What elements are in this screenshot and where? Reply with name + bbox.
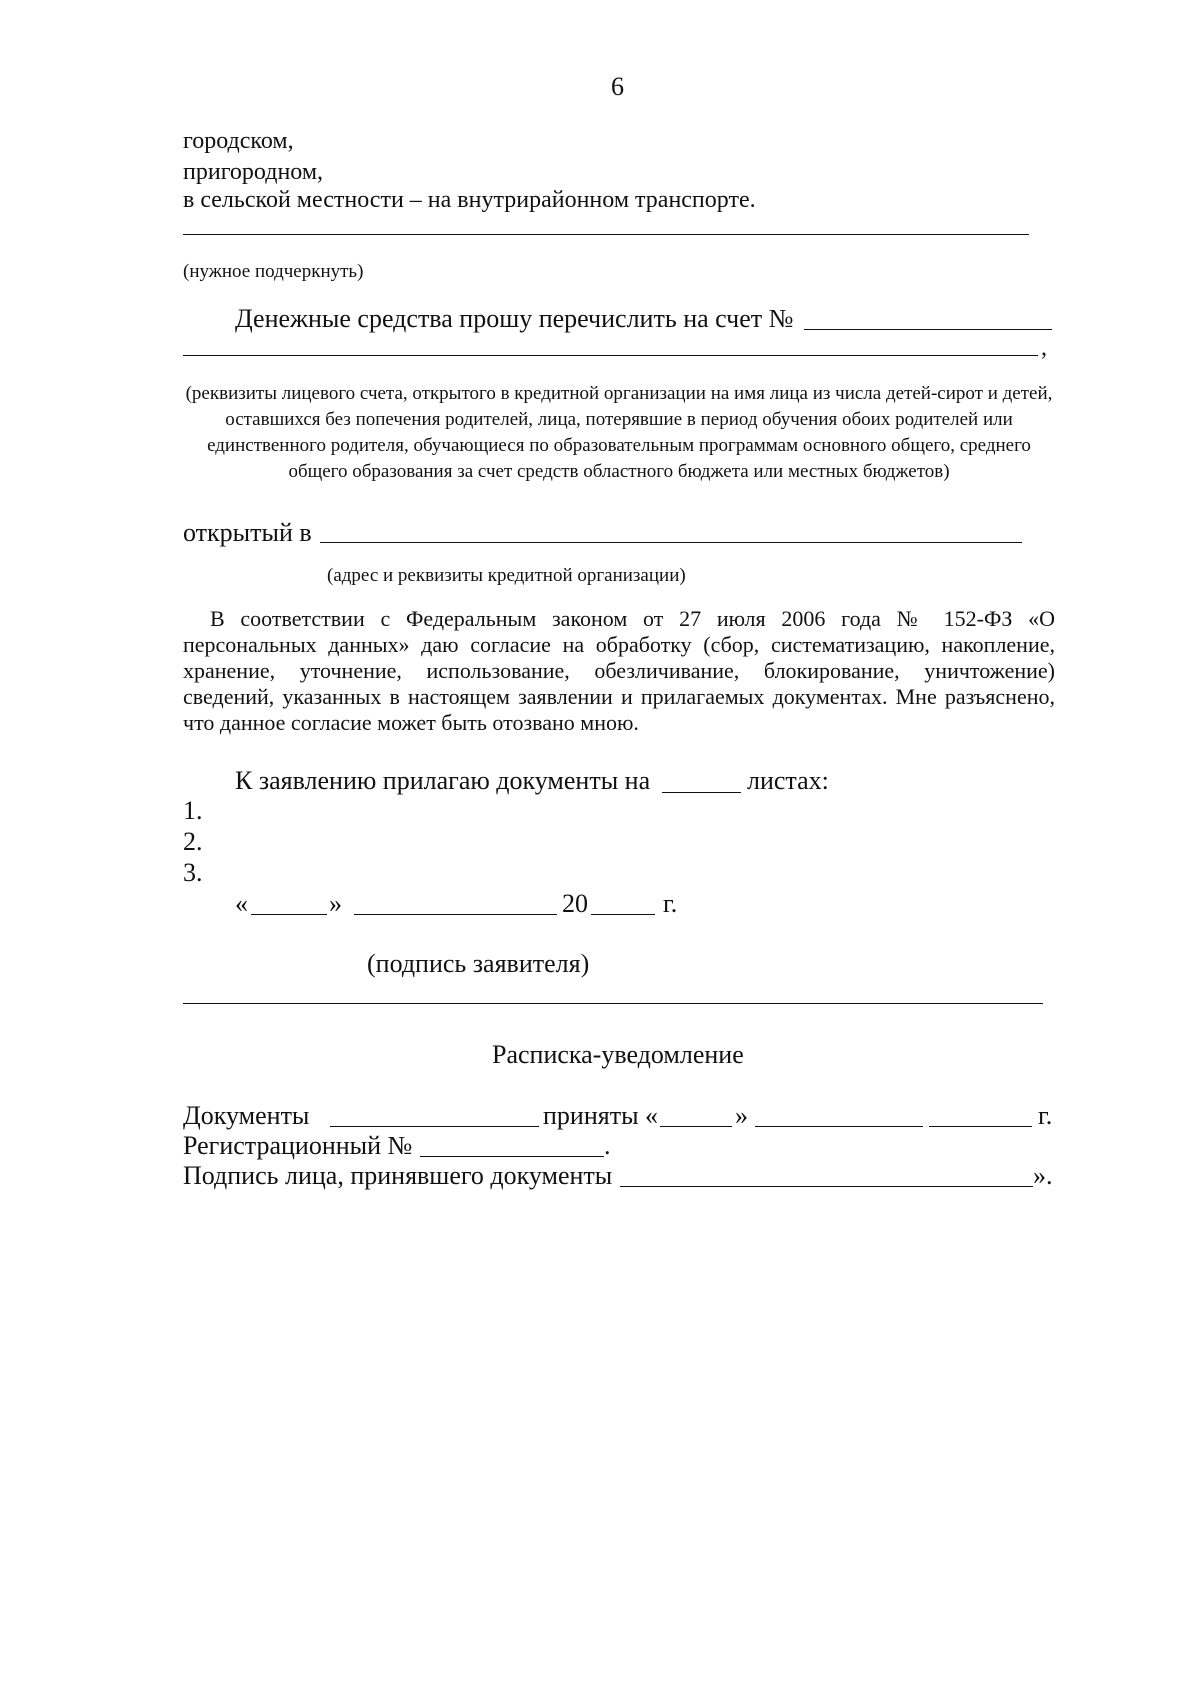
personal-data-consent: В соответствии с Федеральным законом от 27 июля 2006 года № 152-ФЗ «О персональных данных» даю согласие на обработку (сбор, систематизацию, накопление, хранение, уточнение, использование, обезличивание, блокирование, уничтожение) сведений, указанных в настоящем заявлении и прилагаемых документах. Мне разъяснено, что данное согласие может быть отозвано мною.: [183, 606, 1055, 735]
receipt-title: Расписка-уведомление: [492, 1040, 744, 1069]
transport-option-city: городском,: [183, 128, 294, 154]
date-day-line: [251, 914, 327, 915]
transport-option-rural: в сельской местности – на внутрирайонном транспорте.: [183, 187, 756, 213]
receipt-year-suffix: г.: [1038, 1101, 1053, 1130]
date-month-line: [354, 914, 557, 915]
account-continuation-line: [183, 355, 1038, 356]
attachments-sheets-word: листах:: [747, 766, 829, 795]
receipt-reg-number-label: Регистрационный №: [183, 1131, 413, 1160]
attachment-item-1: 1.: [183, 796, 203, 825]
attachment-item-2: 2.: [183, 827, 203, 856]
sheets-count-line: [662, 792, 741, 793]
receipt-accepted-label: приняты «: [543, 1101, 659, 1130]
date-year-prefix: 20: [562, 889, 588, 918]
account-request-text: Денежные средства прошу перечислить на счет №: [235, 304, 794, 333]
receipt-documents-line: [330, 1126, 539, 1127]
account-number-line: [804, 329, 1052, 330]
account-requisites-note: (реквизиты лицевого счета, открытого в кредитной организации на имя лица из числа детей-сирот и детей, оставшихся без попечения родителей, лица, потерявшие в период обучения обоих родителей или единственного родителя, обучающиеся по образовательным программам основного общего, среднего общего образования за счет средств областного бюджета или местных бюджетов): [185, 383, 1053, 482]
attachments-intro: К заявлению прилагаю документы на: [235, 766, 651, 795]
receipt-close-quote: »: [735, 1101, 748, 1130]
page-number: 6: [611, 72, 624, 101]
receipt-day-line: [660, 1126, 732, 1127]
receipt-signature-label: Подпись лица, принявшего документы: [183, 1161, 613, 1190]
bank-requisites-note: (адрес и реквизиты кредитной организации): [327, 565, 686, 586]
receipt-reg-number-end: .: [604, 1131, 611, 1160]
receipt-documents-label: Документы: [183, 1101, 310, 1130]
receipt-year-line: [929, 1126, 1032, 1127]
section-divider: [183, 1003, 1043, 1004]
signature-caption: (подпись заявителя): [367, 949, 590, 978]
account-line-comma: ,: [1041, 335, 1047, 361]
date-open-quote: «: [235, 889, 248, 918]
date-year-suffix: г.: [663, 889, 678, 918]
opened-in-label: открытый в: [183, 518, 312, 547]
transport-option-suburban: пригородном,: [183, 159, 324, 185]
receipt-signature-line: [620, 1186, 1033, 1187]
date-close-quote: »: [329, 889, 342, 918]
date-year-line: [591, 914, 655, 915]
bank-line: [320, 542, 1022, 543]
receipt-reg-number-line: [420, 1156, 604, 1157]
receipt-month-line: [755, 1126, 923, 1127]
receipt-signature-end: ».: [1033, 1161, 1053, 1190]
attachment-item-3: 3.: [183, 858, 203, 887]
underline-note: (нужное подчеркнуть): [183, 261, 364, 282]
transport-underline: [183, 234, 1029, 235]
